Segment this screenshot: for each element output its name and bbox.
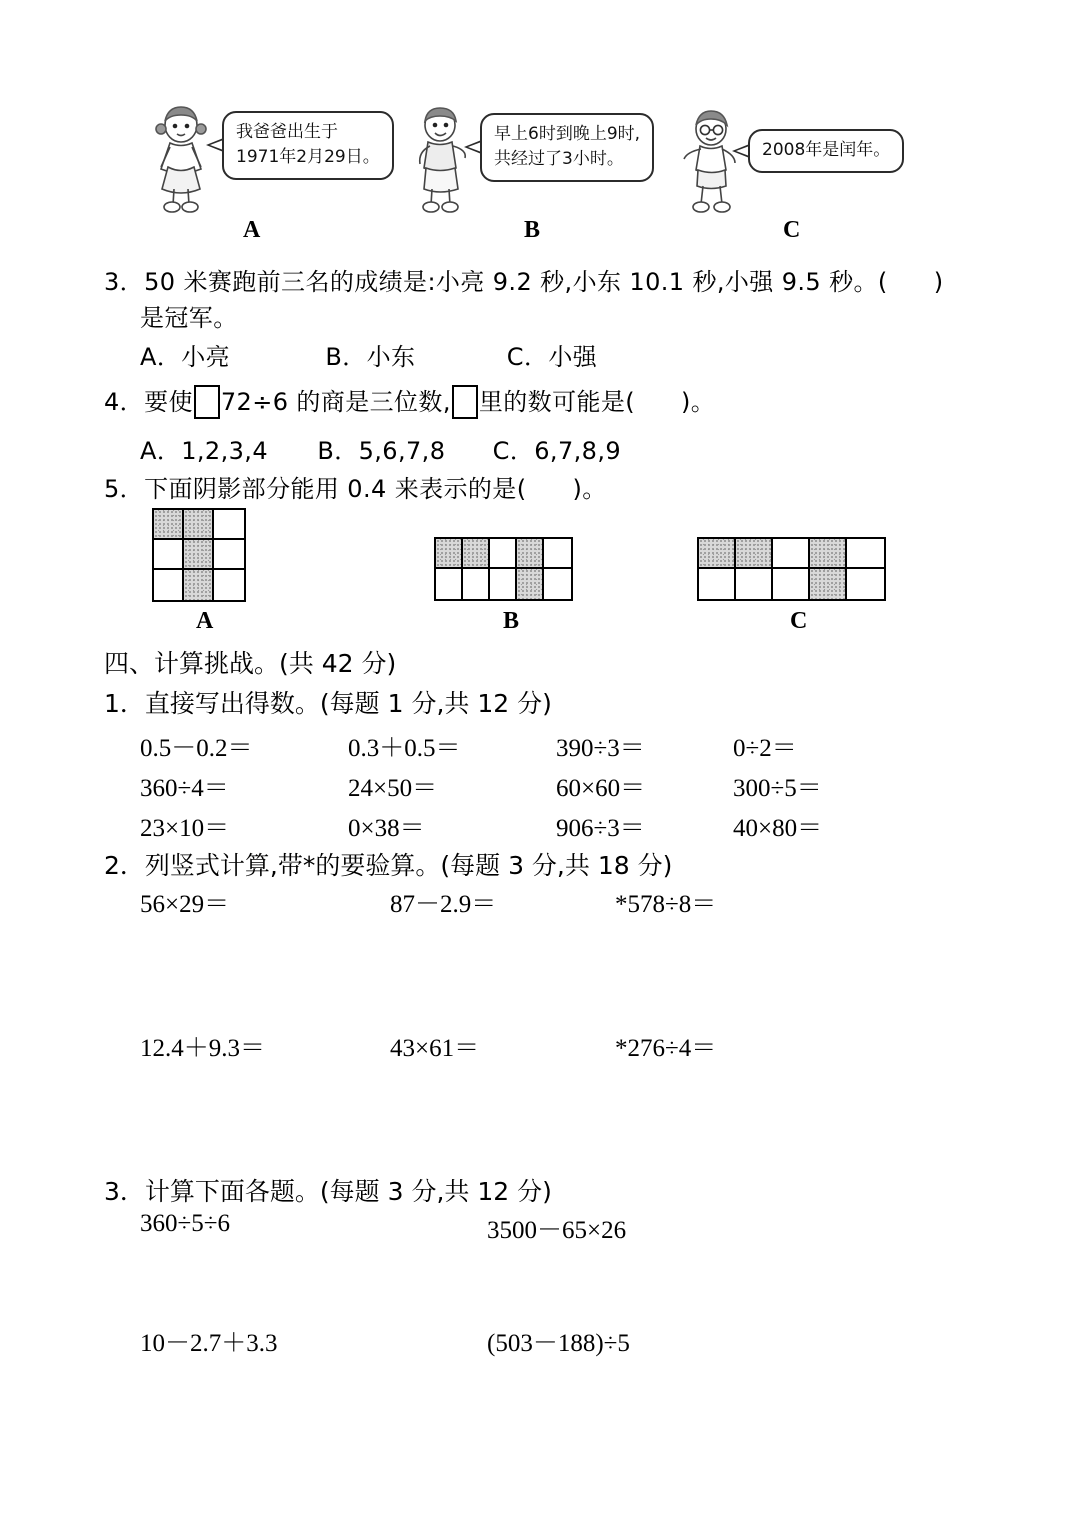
question-3-text-2: 是冠军。 [140,304,238,332]
question-3-line-2 [140,300,238,337]
grid-cell[interactable] [154,570,184,600]
column-problem: 87－2.9＝ [390,891,497,918]
question-3-line-1: 3．50 米赛跑前三名的成绩是:小亮 9.2 秒,小东 10.1 秒,小强 9.5 秒。( ) [104,268,944,296]
grid-cell[interactable] [214,570,244,600]
boy-glasses-character-icon [680,107,742,215]
question-5-line-1: 5．下面阴影部分能用 0.4 来表示的是( )。 [104,475,607,503]
grid-cell[interactable] [773,539,810,569]
grid-cell[interactable] [517,569,544,599]
question-5-text: 下面阴影部分能用 0.4 来表示的是( [144,475,527,503]
question-3-choice-a[interactable]: A．小亮 [140,343,231,371]
grid-cell[interactable] [463,539,490,569]
question-3-choice-c[interactable]: C．小强 [506,343,598,371]
grid-cell[interactable] [699,539,736,569]
speech-line: 1971年2月29日。 [236,147,380,167]
column-problem: 56×29＝ [140,891,230,918]
boy-character-icon [410,105,472,213]
oral-problem: 0÷2＝ [733,735,797,762]
question-4-choice-c[interactable]: C．6,7,8,9 [492,437,622,465]
section-4-sub-3-heading: 3．计算下面各题。(每题 3 分,共 12 分) [104,1177,552,1206]
grid-cell[interactable] [214,540,244,570]
question-4-number: 4 [104,388,120,416]
sub-3-number: 3 [104,1177,120,1206]
grid-label-a: A [196,608,214,634]
section-4-heading: 四、计算挑战。(共 42 分) [104,649,397,678]
question-3-paren-close: ) [933,268,944,296]
sub-1-title: 直接写出得数。(每题 1 分,共 12 分) [144,689,552,718]
oral-problem: 23×10＝ [140,815,230,842]
speech-line: 我爸爸出生于 [236,122,338,142]
grid-cell[interactable] [736,569,773,599]
column-problem: *578÷8＝ [615,891,717,918]
grid-cell[interactable] [463,569,490,599]
grid-cell[interactable] [184,510,214,540]
grid-cell[interactable] [847,569,884,599]
option-letter-a: A [243,217,261,243]
answer-box-2[interactable] [452,385,478,419]
expression-problem: (503－188)÷5 [487,1330,630,1357]
grid-cell[interactable] [544,569,571,599]
section-4-sub-1-heading: 1．直接写出得数。(每题 1 分,共 12 分) [104,689,552,718]
grid-cell[interactable] [184,540,214,570]
column-problem: 43×61＝ [390,1035,480,1062]
speech-line: 共经过了3小时。 [494,149,624,169]
oral-problem: 60×60＝ [556,775,646,802]
oral-problem: 0×38＝ [348,815,425,842]
grid-label-c: C [790,608,808,634]
grid-cell[interactable] [699,569,736,599]
question2-options-row [0,95,1080,245]
sub-2-number: 2 [104,851,120,880]
question-4-choices [140,433,621,470]
question-3-choice-b[interactable]: B．小东 [325,343,416,371]
option-letter-b: B [524,217,541,243]
oral-problem: 0.5－0.2＝ [140,735,253,762]
expression-problem: 10－2.7＋3.3 [140,1330,278,1357]
oral-problem: 300÷5＝ [733,775,822,802]
column-problem: *276÷4＝ [615,1035,717,1062]
grid-cell[interactable] [184,570,214,600]
question-4-mid-1: 72÷6 的商是三位数, [220,388,451,416]
grid-cell[interactable] [544,539,571,569]
question-4-mid-2: 里的数可能是( [478,388,636,416]
grid-cell[interactable] [847,539,884,569]
speech-line: 2008年是闰年。 [762,140,891,160]
oral-problem: 0.3＋0.5＝ [348,735,461,762]
option-letter-c: C [783,217,801,243]
question-4-prefix: 要使 [144,388,193,416]
shaded-grid-b[interactable] [434,537,573,601]
question-5-number: 5 [104,475,120,503]
sub-3-title: 计算下面各题。(每题 3 分,共 12 分) [144,1177,552,1206]
grid-cell[interactable] [436,569,463,599]
shaded-grid-a[interactable] [152,508,246,602]
grid-cell[interactable] [214,510,244,540]
grid-cell[interactable] [517,539,544,569]
question-4-choice-b[interactable]: B．5,6,7,8 [317,437,446,465]
girl-character-icon [150,105,212,213]
speech-bubble-a [222,111,394,180]
oral-problem: 360÷4＝ [140,775,229,802]
speech-bubble-b [480,113,654,182]
question-4-suffix: )。 [681,388,716,416]
question-5-suffix: )。 [572,475,607,503]
grid-cell[interactable] [810,569,847,599]
column-problem: 12.4＋9.3＝ [140,1035,266,1062]
oral-problem: 390÷3＝ [556,735,645,762]
oral-problem: 40×80＝ [733,815,823,842]
question-3-number: 3 [104,268,120,296]
grid-cell[interactable] [736,539,773,569]
grid-cell[interactable] [154,510,184,540]
grid-cell[interactable] [490,539,517,569]
speech-line: 早上6时到晚上9时, [494,124,641,144]
expression-problem: 360÷5÷6 [140,1210,230,1237]
question-3-choices [140,339,597,376]
question-4-line-1: 4．要使 72÷6 的商是三位数, 里的数可能是( )。 [104,384,715,421]
grid-cell[interactable] [436,539,463,569]
answer-box-1[interactable] [194,385,220,419]
speech-bubble-c [748,129,904,173]
oral-problem: 24×50＝ [348,775,438,802]
grid-cell[interactable] [490,569,517,599]
grid-cell[interactable] [810,539,847,569]
oral-problem: 906÷3＝ [556,815,645,842]
section-4-sub-2-heading: 2．列竖式计算,带*的要验算。(每题 3 分,共 18 分) [104,851,673,880]
grid-label-b: B [503,608,520,634]
question-3-text: 50 米赛跑前三名的成绩是:小亮 9.2 秒,小东 10.1 秒,小强 9.5 秒。( [144,268,888,296]
grid-cell[interactable] [154,540,184,570]
expression-problem: 3500－65×26 [487,1217,627,1244]
grid-cell[interactable] [773,569,810,599]
shaded-grid-c[interactable] [697,537,886,601]
sub-2-title: 列竖式计算,带*的要验算。(每题 3 分,共 18 分) [144,851,673,880]
question-4-choice-a[interactable]: A．1,2,3,4 [140,437,268,465]
sub-1-number: 1 [104,689,120,718]
